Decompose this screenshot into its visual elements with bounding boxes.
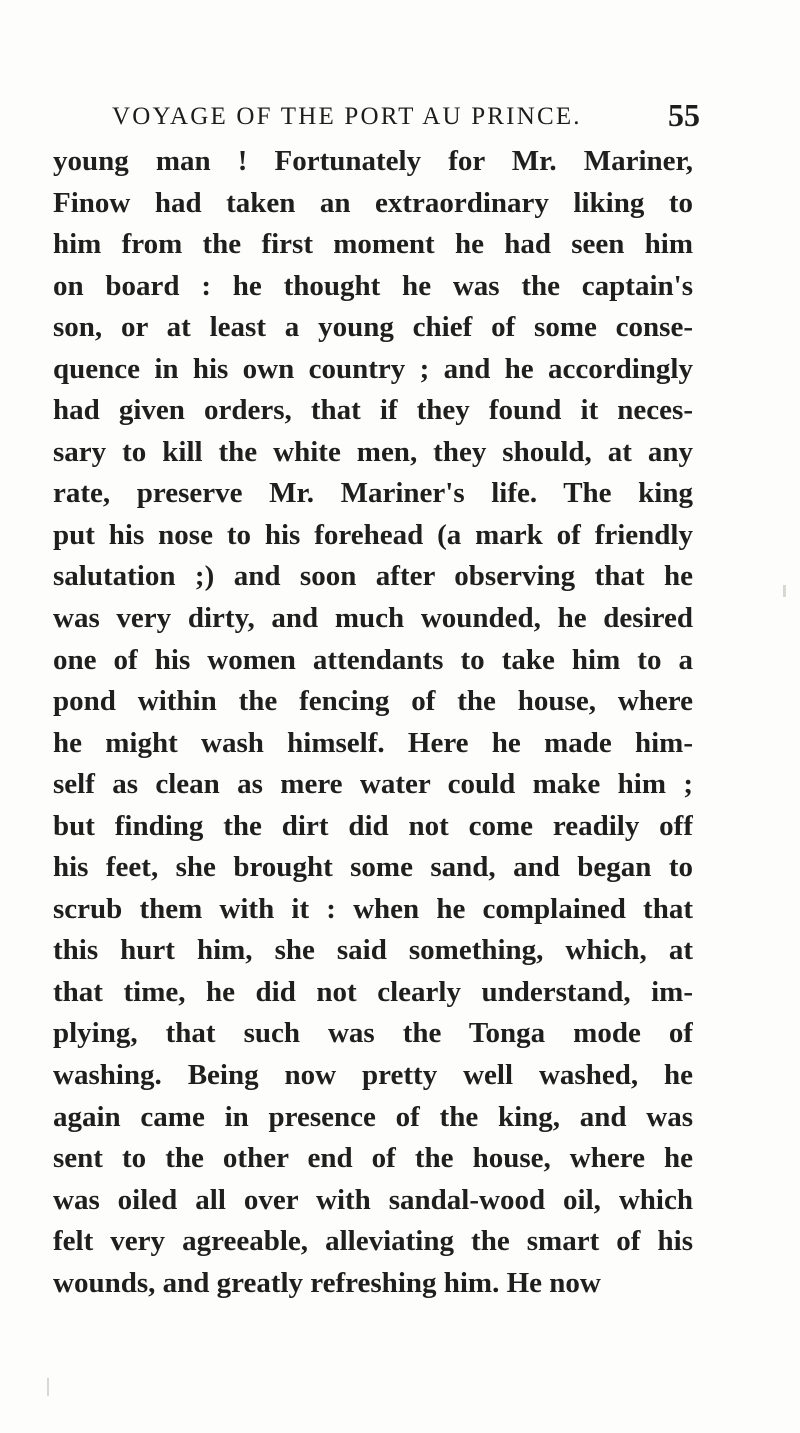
text-line: had given orders, that if they found it neces-: [53, 394, 693, 427]
text-line: sent to the other end of the house, where he: [53, 1142, 693, 1175]
text-line: self as clean as mere water could make him ;: [53, 768, 693, 801]
text-line: put his nose to his forehead (a mark of friendly: [53, 518, 693, 551]
text-line: but finding the dirt did not come readily off: [53, 809, 693, 842]
text-line: plying, that such was the Tonga mode of: [53, 1017, 693, 1050]
text-line: his feet, she brought some sand, and began to: [53, 851, 693, 884]
text-line: felt very agreeable, alleviating the smart of his: [53, 1225, 693, 1258]
paper-speck: [783, 585, 786, 597]
text-line: quence in his own country ; and he accordingly: [53, 352, 693, 385]
text-line: he might wash himself. Here he made him-: [53, 726, 693, 759]
text-line: was very dirty, and much wounded, he desired: [53, 602, 693, 635]
running-head: [112, 97, 700, 143]
text-line: pond within the fencing of the house, where: [53, 685, 693, 718]
text-line: washing. Being now pretty well washed, he: [53, 1059, 693, 1092]
text-line: Finow had taken an extraordinary liking to: [53, 186, 693, 219]
text-line: wounds, and greatly refreshing him. He now: [53, 1266, 601, 1299]
text-line: again came in presence of the king, and was: [53, 1100, 693, 1133]
text-line: this hurt him, she said something, which, at: [53, 934, 693, 967]
text-line: scrub them with it : when he complained that: [53, 892, 693, 925]
text-line: salutation ;) and soon after observing that he: [53, 560, 693, 593]
text-line: on board : he thought he was the captain's: [53, 269, 693, 302]
text-line: him from the first moment he had seen him: [53, 228, 693, 261]
text-line: rate, preserve Mr. Mariner's life. The king: [53, 477, 693, 510]
text-line: was oiled all over with sandal-wood oil, which: [53, 1183, 693, 1216]
text-line: son, or at least a young chief of some conse-: [53, 311, 693, 344]
text-line: sary to kill the white men, they should, at any: [53, 435, 693, 468]
text-line: young man ! Fortunately for Mr. Mariner,: [53, 145, 693, 177]
running-title: VOYAGE OF THE PORT AU PRINCE.: [112, 103, 582, 130]
body-text: [53, 141, 693, 1304]
text-line: one of his women attendants to take him to a: [53, 643, 693, 676]
page-number: 55: [668, 97, 700, 133]
paper-speck: [47, 1378, 49, 1396]
text-line: that time, he did not clearly understand, im-: [53, 975, 693, 1008]
